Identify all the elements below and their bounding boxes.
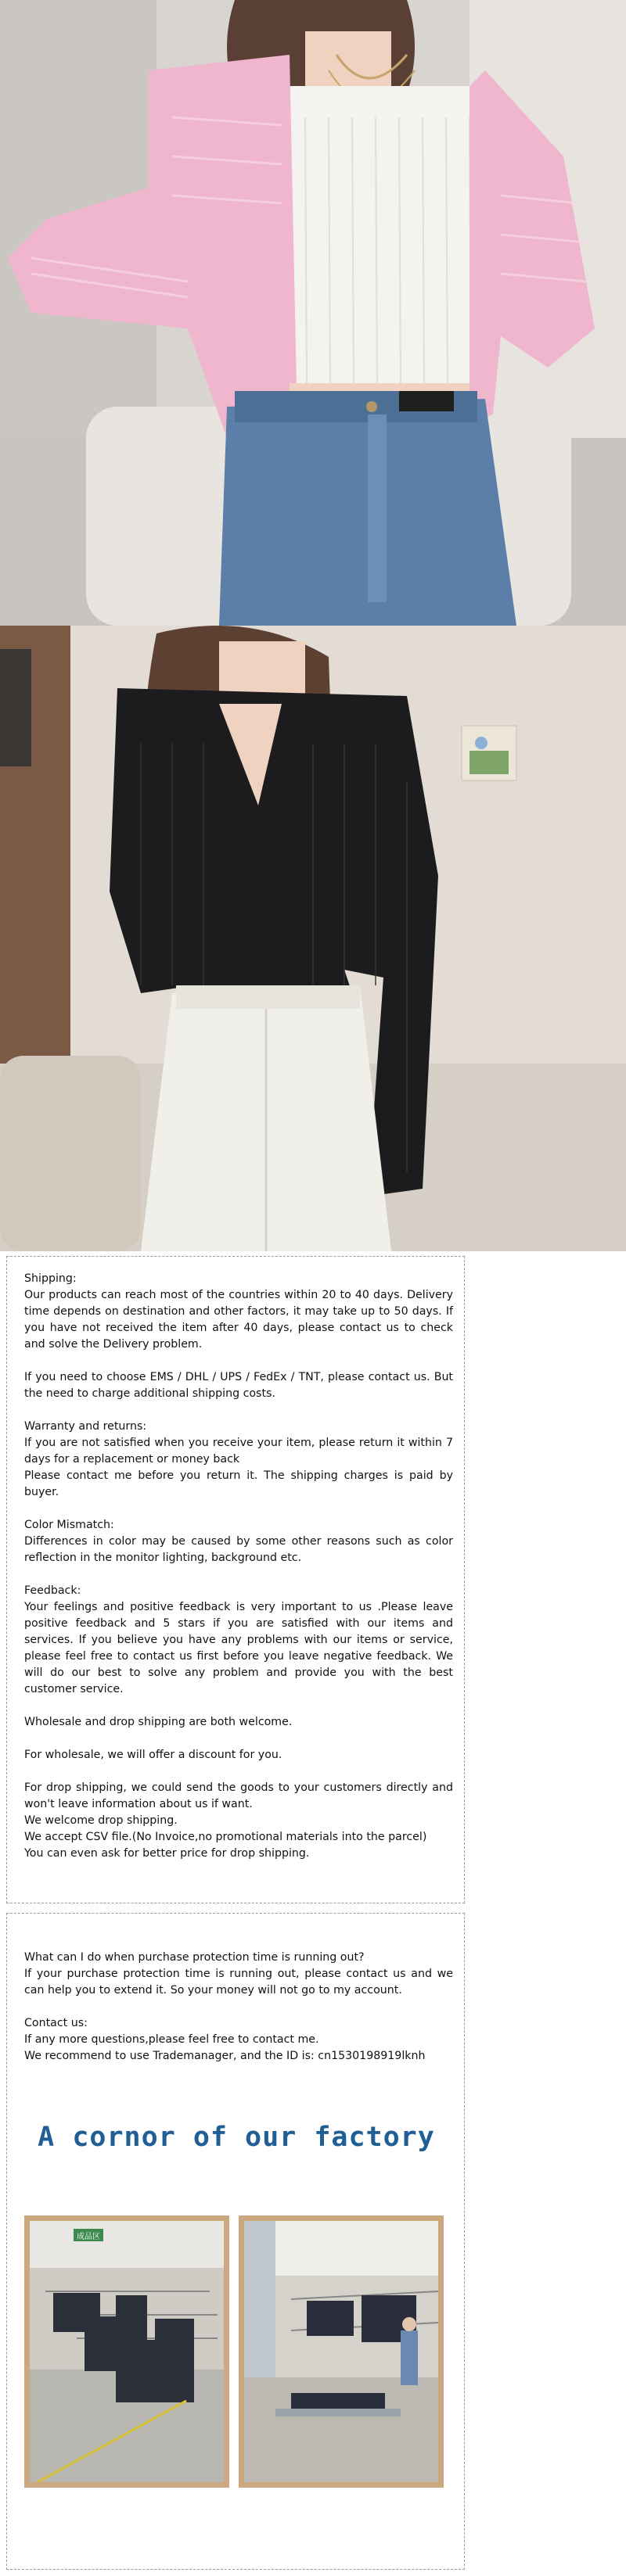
wholesale-welcome: Wholesale and drop shipping are both welcome. [24,1716,293,1728]
factory-sign-text: 成品区 [77,2233,100,2241]
feedback-heading: Feedback: [24,1584,81,1597]
warranty-heading: Warranty and returns: [24,1420,147,1433]
contact-factory-box [6,1913,465,2570]
factory-title: A cornor of our factory [38,2122,435,2153]
factory-photo-left [24,2215,229,2488]
color-text: Differences in color may be caused by some other reasons such as color reflection in the monitor lighting, background etc. [24,1535,453,1564]
product-photo-pink-cardigan [0,0,626,626]
dropship-text: For drop shipping, we could send the goods to your customers directly and won't leave information about us if want. [24,1781,453,1810]
warranty-note: Please contact me before you return it. The shipping charges is paid by buyer. [24,1469,453,1498]
product-photo-black-cardigan [0,626,626,1251]
wholesale-discount: For wholesale, we will offer a discount for you. [24,1749,282,1761]
protection-question: What can I do when purchase protection time is running out? [24,1951,365,1964]
shipping-heading: Shipping: [24,1272,77,1285]
shipping-express-text: If you need to choose EMS / DHL / UPS / FedEx / TNT, please contact us. But the need to charge additional shipping costs. [24,1371,453,1400]
protection-answer: If your purchase protection time is running out, please contact us and we can help you to extend it. So your money will not go to my account. [24,1968,453,1997]
dropship-welcome: We welcome drop shipping. [24,1814,178,1827]
shipping-text: Our products can reach most of the countries within 20 to 40 days. Delivery time depends on destination and other factors, it may take up to 50 days. If you have not received the item after 40 days, please contact us to check and solve the Delivery problem. [24,1289,453,1351]
trademanager-id-text: We recommend to use Trademanager, and the ID is: cn1530198919lknh [24,2050,426,2062]
csv-text: We accept CSV file.(No Invoice,no promotional materials into the parcel) [24,1831,427,1843]
warranty-text: If you are not satisfied when you receive your item, please return it within 7 days for a replacement or money back [24,1437,453,1466]
contact-text: If any more questions,please feel free to contact me. [24,2033,319,2046]
shop-policy-box [6,1256,465,1903]
factory-photo-right [239,2215,444,2488]
better-price-text: You can even ask for better price for drop shipping. [24,1847,310,1860]
contact-heading: Contact us: [24,2017,88,2029]
color-heading: Color Mismatch: [24,1519,114,1531]
feedback-text: Your feelings and positive feedback is very important to us .Please leave positive feedback and 5 stars if you are satisfied with our items and services. If you believe you have any problems with our items or service, please feel free to contact us first before you leave negative feedback. We will do our best to solve any problem and provide you with the best customer service. [24,1601,453,1695]
